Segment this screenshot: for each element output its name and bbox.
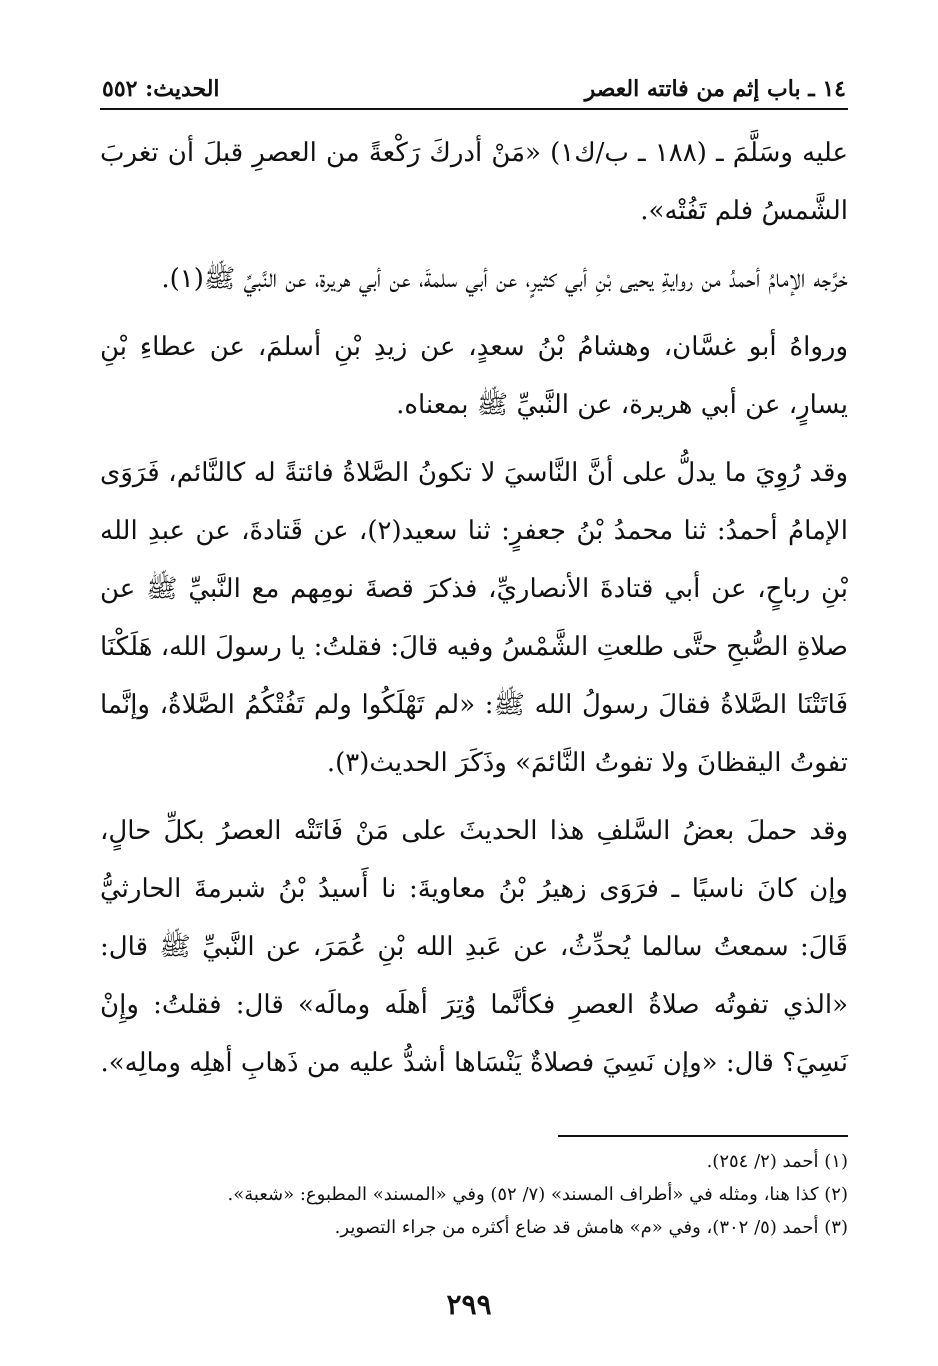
paragraph: وقد رُوِيَ ما يدلُّ على أنَّ النَّاسيَ لا تكونُ الصَّلاةُ فائتةً له كالنَّائم، فَرَوَى الإمامُ أحمدُ: ثنا محمدُ بْنُ جعفرٍ: ثنا سعيد(٢)، عن قَتادةَ، عن عبدِ الله بْنِ رباحٍ، عن أبي قتادةَ الأنصاريِّ، فذكرَ قصةَ نومِهم مع النَّبيِّ ﷺ عن صلاةِ الصُّبحِ حتَّى طلعتِ الشَّمْسُ وفيه قالَ: فقلتُ: يا رسولَ الله، هَلَكْنَا فَاتَتْنَا الصَّلاةُ فقالَ رسولُ الله ﷺ: «لم تَهْلَكُوا ولم تَفُتْكُمُ الصَّلاةُ، وإنَّما تفوتُ اليقظانَ ولا تفوتُ النَّائمَ» وذَكَرَ الحديث(٣).	[100, 458, 848, 778]
footnotes	[100, 1145, 848, 1244]
hadith-number: الحديث: ٥٥٢	[102, 76, 220, 102]
paragraph: وقد حملَ بعضُ السَّلفِ هذا الحديثَ على مَنْ فَاتَتْه العصرُ بكلِّ حالٍ، وإن كانَ ناسيًا ـ فرَوَى زهيرُ بْنُ معاويةَ: نا أَسيدُ بْنُ شبرمةَ الحارثيُّ قَالَ: سمعتُ سالما يُحدِّثُ، عن عَبدِ الله بْنِ عُمَرَ، عن النَّبيِّ ﷺ قال: «الذي تفوتُه صلاةُ العصرِ فكأنَّما وُتِرَ أهلَه ومالَه» قال: فقلتُ: وإِنْ نَسِيَ؟ قال: «وإن نَسِيَ فصلاةٌ يَنْسَاها أشدُّ عليه من ذَهابِ أهلِه ومالِه».	[100, 816, 848, 1078]
page-content	[100, 70, 848, 1102]
footnote-divider	[558, 1135, 848, 1137]
footnote: (١) أحمد (٢/ ٢٥٤).	[706, 1151, 848, 1172]
main-text	[100, 124, 848, 1092]
paragraph: عليه وسَلَّمَ ـ (١٨٨ ـ ب/ك١) «مَنْ أدركَ رَكْعةً من العصرِ قبلَ أن تغربَ الشَّمسُ فلم تَفُتْه».	[100, 138, 849, 226]
footnote: (٣) أحمد (٥/ ٣٠٢)، وفي «م» هامش قد ضاع أكثره من جراء التصوير.	[334, 1217, 848, 1238]
footnote: (٢) كذا هنا، ومثله في «أطراف المسند» (٧/ ٥٢) وفي «المسند» المطبوع: «شعبة».	[227, 1184, 848, 1205]
chapter-title: ١٤ ـ باب إثم من فاتته العصر	[584, 76, 846, 102]
paragraph: خرَّجه الإمامُ أحمدُ من روايةِ يحيى بْنِ أبي كثيرٍ، عن أبي سلمةَ، عن أبي هريرة، عن النَّبيِّ ﷺ(١).	[161, 264, 848, 294]
paragraph: ورواهُ أبو غسَّان، وهشامُ بْنُ سعدٍ، عن زيدِ بْنِ أسلمَ، عن عطاءِ بْنِ يسارٍ، عن أبي هريرة، عن النَّبيِّ ﷺ بمعناه.	[100, 332, 848, 420]
running-header	[100, 70, 848, 110]
page-number: ٢٩٩	[446, 1288, 492, 1321]
